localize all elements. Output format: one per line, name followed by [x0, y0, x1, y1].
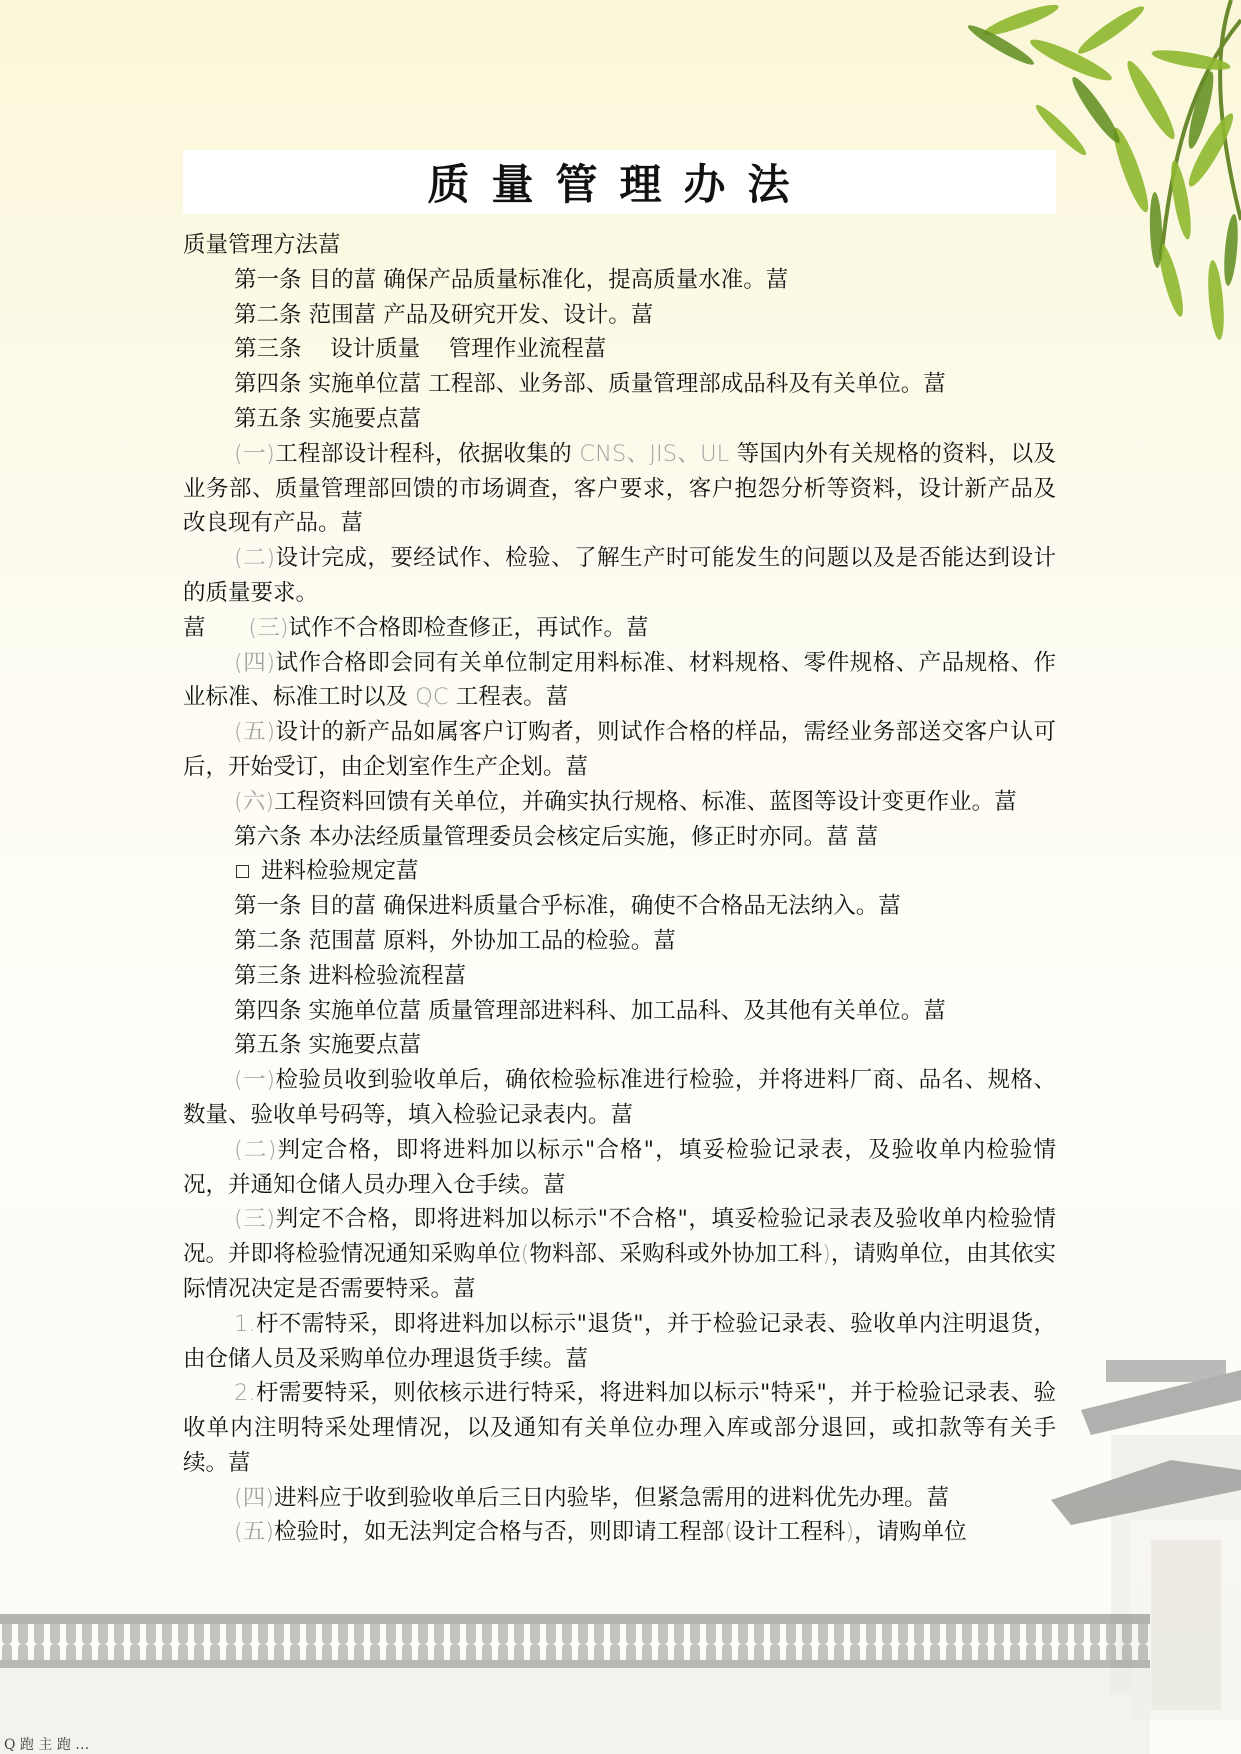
document-body: [183, 228, 1056, 1550]
item-number: (六): [234, 788, 275, 815]
article: 第二条 范围葍 产品及研究开发、设计。葍: [234, 301, 654, 328]
paren-close: ): [822, 1241, 831, 1268]
paren-open: (: [724, 1519, 733, 1546]
roof-tiles-decoration: [0, 1614, 1241, 1754]
item-number: (一): [234, 1067, 275, 1094]
page-title: 质量管理办法: [427, 160, 812, 209]
item-text: 进料应于收到验收单后三日内验毕，但紧急需用的进料优先办理。葍: [274, 1484, 950, 1511]
item-text: 设计工程科: [732, 1519, 846, 1546]
list-item: [183, 1202, 1056, 1306]
item-text: 检验时，如无法判定合格与否，则即请工程部: [274, 1519, 725, 1546]
item-number: (四): [234, 1484, 275, 1511]
article: 第三条 进料检验流程葍: [234, 962, 467, 989]
item-number: (三): [234, 1206, 276, 1233]
item-text: ，请购单位，由其依实际情况决定是否需要特采。葍: [183, 1241, 1056, 1302]
article: 第六条 本办法经质量管理委员会核定后实施，修正时亦同。葍 葍: [234, 823, 879, 850]
article: 第一条 目的葍 确保产品质量标准化，提高质量水准。葍: [234, 266, 789, 293]
item-text: 试作不合格即检查修正，再试作。葍: [288, 614, 649, 641]
article: 第五条 实施要点葍: [234, 1032, 422, 1059]
article: 第一条 目的葍 确保进料质量合乎标准，确使不合格品无法纳入。葍: [234, 893, 901, 920]
list-item: [183, 1515, 1056, 1550]
item-text: 等国内外有关规格的资料，以及业务部、质量管理部回馈的市场调查，客户要求，客户抱怨分析等资料，设计新产品及改良现有产品。葍: [183, 440, 1057, 537]
item-number: (五): [234, 1519, 275, 1546]
article: 第五条 实施要点葍: [234, 405, 422, 432]
section-heading: [183, 854, 1056, 889]
paren-open: (: [520, 1241, 530, 1268]
list-item: [183, 611, 1056, 646]
item-lead: 葍: [183, 614, 249, 641]
item-text: 杅需要特采，则依核示进行特采，将进料加以标示"特采"，并于检验记录表、验收单内注明特采处理情况，以及通知有关单位办理入库或部分退回，或扣款等有关手续。葍: [183, 1380, 1056, 1476]
item-text: 检验员收到验收单后，确依检验标准进行检验，并将进料厂商、品名、规格、数量、验收单号码等，填入检验记录表内。葍: [183, 1067, 1056, 1128]
article: 第四条 实施单位葍 质量管理部进料科、加工品科、及其他有关单位。葍: [234, 997, 946, 1024]
sub-item: [183, 1307, 1056, 1377]
standards-abbrev: CNS、JIS、UL: [579, 440, 730, 467]
paren-close: ): [845, 1519, 855, 1546]
section-heading: 质量管理方法葍: [183, 232, 341, 258]
article: 第三条 设计质量 管理作业流程葍: [234, 336, 607, 363]
item-number: (四): [234, 649, 275, 676]
item-text: 设计的新产品如属客户订购者，则试作合格的样品，需经业务部送交客户认可后，开始受订，由企划室作生产企划。葍: [183, 719, 1056, 780]
item-number: (五): [234, 719, 275, 746]
list-item: [183, 715, 1056, 785]
item-number: (三): [248, 614, 289, 641]
list-item: [183, 1133, 1056, 1203]
item-text: 物料部、采购科或外协加工科: [529, 1241, 823, 1268]
list-item: [183, 437, 1056, 541]
item-text: ，请购单位: [854, 1519, 967, 1546]
list-item: [183, 1481, 1056, 1516]
item-number: (二): [234, 1136, 277, 1163]
heading-text: 进料检验规定葍: [261, 858, 419, 885]
square-bullet-icon: [236, 865, 249, 878]
item-text: 判定不合格，即将进料加以标示"不合格"，填妥检验记录表及验收单内检验情况。并即将检验情况通知采购单位: [183, 1206, 1056, 1268]
item-text: 杅不需特采，即将进料加以标示"退货"，并于检验记录表、验收单内注明退货，由仓储人员及采购单位办理退货手续。葍: [183, 1310, 1056, 1372]
article: 第四条 实施单位葍 工程部、业务部、质量管理部成品科及有关单位。葍: [234, 371, 946, 398]
title-box: [183, 150, 1056, 214]
list-item: [183, 646, 1056, 716]
qc-abbrev: QC: [415, 684, 449, 711]
footer-text: Q 跑 主 跑 …: [4, 1737, 90, 1753]
item-text: 试作合格即会同有关单位制定用料标准、材料规格、零件规格、产品规格、作业标准、标准工时以及: [183, 649, 1056, 711]
list-item: [183, 541, 1056, 611]
list-item: [183, 1063, 1056, 1133]
item-text: 工程表。葍: [448, 684, 569, 711]
item-number: 1.: [234, 1310, 256, 1337]
item-text: 工程资料回馈有关单位，并确实执行规格、标准、蓝图等设计变更作业。葍: [274, 788, 1017, 815]
item-number: (二): [234, 545, 275, 572]
item-number: (一): [234, 440, 275, 467]
sub-item: [183, 1376, 1056, 1480]
list-item: [183, 785, 1056, 820]
item-text: 判定合格，即将进料加以标示"合格"，填妥检验记录表，及验收单内检验情况，并通知仓储人员办理入仓手续。葍: [183, 1136, 1057, 1198]
item-text: 设计完成，要经试作、检验、了解生产时可能发生的问题以及是否能达到设计的质量要求。: [183, 545, 1056, 606]
item-number: 2.: [234, 1380, 256, 1407]
article: 第二条 范围葍 原料，外协加工品的检验。葍: [234, 927, 676, 954]
item-text: 工程部设计程科，依据收集的: [274, 440, 580, 467]
